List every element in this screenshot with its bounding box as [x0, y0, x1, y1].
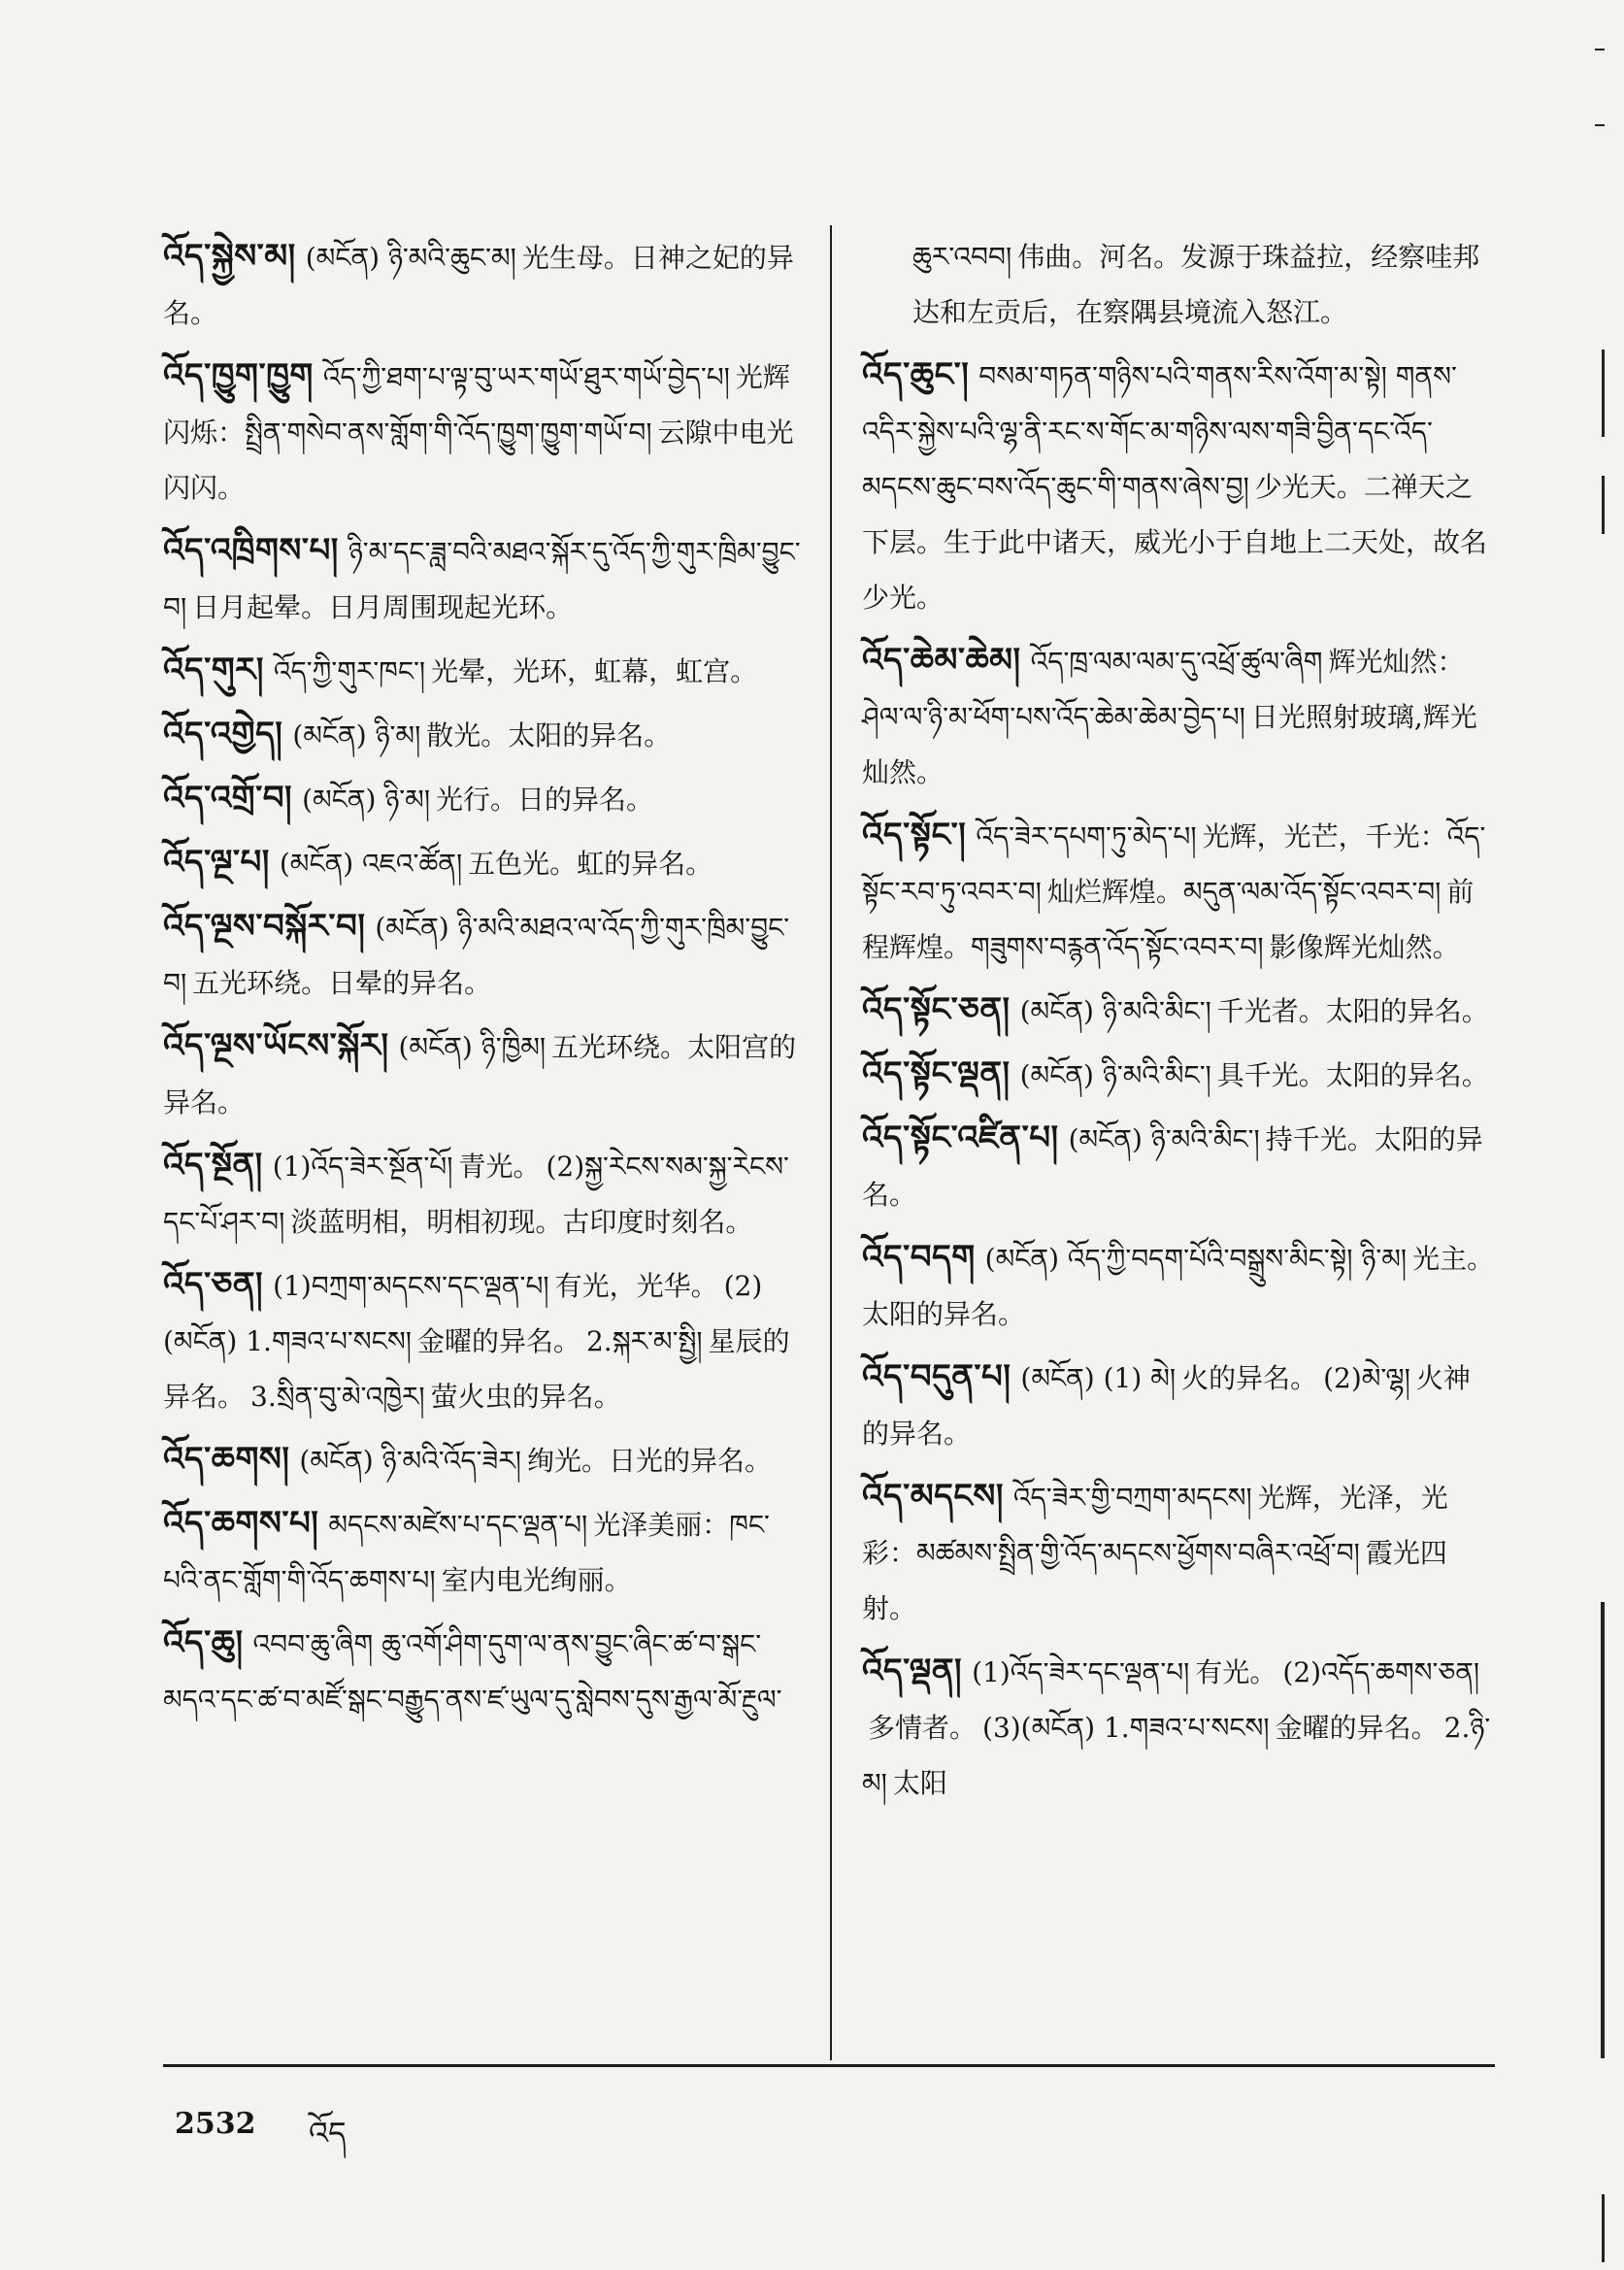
entry-definition: (མངོན) འོད་ཀྱི་བདག་པོའི་བསྒྲུས་མིང་སྟེ། ཉི་མ། [984, 1243, 1408, 1275]
scan-edge-marks [1574, 0, 1612, 2270]
entry-definition: ཉི་མ་དང་ཟླ་བའི་མཐའ་སྐོར་དུ་འོད་ཀྱི་གུར་ཁྲིམ་བྱུང་བ། [163, 536, 801, 623]
dictionary-entry [163, 523, 810, 635]
entry-definition: ཆུར་འབབ། [912, 241, 1012, 273]
entry-definition: 五光环绕。日晕的异名。 [192, 967, 492, 999]
entry-definition: (མངོན) ཉི་མའི་མིང་། [1019, 995, 1211, 1027]
entry-definition: 火的异名。 [1181, 1362, 1318, 1394]
entry-headword: འོད་བདུན་པ། [862, 1357, 1011, 1396]
dictionary-entry [163, 1257, 810, 1424]
entry-definition: (2)སྐྱ་རེངས་སམ་སྐྱ་རེངས་དང་པོ་ཤར་བ། [163, 1151, 789, 1238]
dictionary-entry [163, 643, 810, 699]
entry-headword: འོད་ཆུ། [163, 1623, 244, 1662]
entry-definition: 光行。日的异名。 [436, 784, 654, 816]
entry-headword: འོད་བདག [862, 1238, 976, 1277]
entry-definition: 光辉闪烁：སྤྲིན་གསེབ་ནས་གློག་གི་འོད་ཁྱུག་ཁྱུག་གཡོ་བ། [163, 361, 790, 449]
entry-definition: 光泽美丽：ཁང་པའི་ནང་གློག་གི་འོད་ཆགས་པ། [163, 1509, 770, 1596]
entry-definition: 持千光。太阳的异名。 [862, 1123, 1483, 1211]
entry-definition: 前程辉煌。གཟུགས་བརྙན་འོད་སྟོང་འབར་བ། [862, 876, 1475, 963]
entry-definition: 灿烂辉煌。མདུན་ལམ་འོད་སྟོང་འབར་བ། [1046, 876, 1442, 908]
page-number: 2532 [175, 2107, 256, 2141]
right-column [862, 229, 1495, 1819]
entry-definition: 萤火虫的异名。 [430, 1381, 621, 1413]
entry-definition: 绚光。日光的异名。 [527, 1445, 773, 1477]
entry-headword: འོད་སྐྱེས་མ། [163, 237, 296, 276]
entry-definition: 星辰的异名。 [163, 1325, 790, 1413]
dictionary-entry [862, 1047, 1495, 1103]
entry-definition: 室内电光绚丽。 [441, 1564, 632, 1596]
entry-headword: འོད་ལྔ་པ། [163, 843, 270, 882]
entry-headword: འོད་སྟོང་ཅན། [862, 990, 1011, 1029]
entry-definition: འོད་ཀྱི་གུར་ཁང་། [273, 655, 426, 687]
dictionary-entry [862, 348, 1495, 625]
dictionary-entry [163, 835, 810, 891]
entry-definition: (མངོན) ཉི་མའི་མིང་། [1068, 1123, 1260, 1155]
dictionary-entry [163, 1018, 810, 1130]
entry-definition: 伟曲。河名。发源于珠益拉，经察哇邦达和左贡后，在察隅县境流入怒江。 [912, 241, 1480, 328]
dictionary-entry [163, 707, 810, 763]
entry-definition: (1)འོད་ཟེར་དང་ལྡན་པ། [972, 1656, 1190, 1688]
dictionary-entry [163, 349, 810, 516]
entry-definition: (2)(མངོན) 1.གཟའ་པ་སངས། [163, 1270, 763, 1357]
dictionary-entry [862, 1111, 1495, 1222]
entry-definition: འོད་ཟེར་གྱི་བཀྲག་མདངས། [1012, 1482, 1252, 1514]
dictionary-entry [862, 808, 1495, 975]
entry-definition: 青光。 [458, 1151, 541, 1183]
entry-definition: 金曜的异名。 [1275, 1712, 1439, 1744]
entry-headword: འོད་ཆགས། [163, 1440, 290, 1479]
entry-definition: 霞光四射。 [862, 1537, 1447, 1624]
dictionary-entry [862, 633, 1495, 800]
entry-headword: འོད་ཆགས་པ། [163, 1504, 319, 1543]
dictionary-entry [163, 1138, 810, 1250]
running-head: འོད [309, 2115, 347, 2152]
dictionary-entry [163, 899, 810, 1011]
entry-definition: འོད་ཁྲ་ལམ་ལམ་དུ་འཕྲོ་ཚུལ་ཞིག [1030, 646, 1323, 678]
entry-headword: འོད་སྟོང་འཛིན་པ། [862, 1118, 1059, 1157]
entry-definition: 光辉，光芒，千光：འོད་སྟོང་རབ་ཏུ་འབར་བ། [862, 820, 1486, 908]
entry-definition: མདངས་མཛེས་པ་དང་ལྡན་པ། [328, 1509, 588, 1541]
entry-definition: 散光。太阳的异名。 [426, 719, 672, 751]
entry-definition: (1)འོད་ཟེར་སྔོན་པོ། [272, 1151, 453, 1183]
entry-definition: འོད་ཟེར་དཔག་ཏུ་མེད་པ། [976, 820, 1197, 852]
entry-definition: 2.སྐར་མ་སྤྱི། [585, 1325, 703, 1357]
entry-definition: 有光。 [1195, 1656, 1277, 1688]
entry-headword: འོད་ཆེམ་ཆེམ། [862, 641, 1021, 680]
entry-definition: (མངོན) ཉི་མ། [302, 784, 431, 816]
entry-definition: (མངོན) ཉི་ཁྱིམ། [398, 1031, 547, 1063]
entry-headword: འོད་འགྱེད། [163, 715, 283, 753]
entry-definition: (2)མེ་ལྷ། [1323, 1362, 1410, 1394]
entry-headword: འོད་འགྲོ་བ། [163, 779, 293, 818]
entry-headword: འོད་སྔོན། [163, 1146, 263, 1185]
entry-definition: 光生母。日神之妃的异名。 [163, 242, 794, 329]
entry-definition: (མངོན) ཉི་མའི་མཐའ་ལ་འོད་ཀྱི་གུར་ཁྲིམ་བྱུང་བ། [163, 912, 790, 999]
column-divider [830, 225, 832, 2060]
entry-definition: (1)བཀྲག་མདངས་དང་ལྡན་པ། [273, 1270, 549, 1302]
entry-definition: 太阳 [892, 1767, 947, 1799]
entry-definition: 3.སྲིན་བུ་མེ་འཁྱེར། [250, 1381, 425, 1413]
entry-headword: འོད་མདངས། [862, 1477, 1004, 1516]
entry-definition: (མངོན) ཉི་མ། [292, 719, 421, 751]
dictionary-entry [163, 1432, 810, 1488]
dictionary-entry [163, 1496, 810, 1608]
entry-definition: 影像辉光灿然。 [1269, 931, 1460, 963]
entry-definition: 光晕，光环，虹幕，虹宫。 [431, 655, 758, 687]
entry-definition: 淡蓝明相，明相初现。古印度时刻名。 [290, 1206, 753, 1238]
entry-headword: འོད་གུར། [163, 651, 264, 689]
entry-headword: འོད་ལྔས་ཡོངས་སྐོར། [163, 1026, 389, 1065]
entry-headword: འོད་ཅན། [163, 1265, 264, 1304]
dictionary-entry [862, 1230, 1495, 1342]
entry-headword: འོད་སྟོང་། [862, 816, 967, 854]
dictionary-entry [163, 229, 810, 341]
entry-definition: 云隙中电光闪闪。 [163, 417, 794, 504]
entry-definition: (མངོན) ཉི་མའི་འོད་ཟེར། [299, 1445, 521, 1477]
entry-definition: 金曜的异名。 [416, 1325, 580, 1357]
dictionary-entry [163, 771, 810, 827]
entry-definition: 光主。太阳的异名。 [862, 1243, 1495, 1330]
entry-definition: 光辉，光泽，光彩：མཚམས་སྤྲིན་གྱི་འོད་མདངས་ཕྱོགས་བཞིར་འཕྲོ་བ། [862, 1482, 1448, 1569]
dictionary-entry [862, 1350, 1495, 1461]
entry-definition: 有光，光华。 [554, 1270, 718, 1302]
dictionary-entry [163, 1616, 810, 1727]
entry-definition: འབབ་ཆུ་ཞིག ཆུ་འགོ་ཤིག་དུག་ལ་ནས་བྱུང་ཞིང་ཚ་བ་སྒང་མདའ་དང་ཚ་བ་མཛོ་སྒང་བརྒྱུད་ནས་ཛ་ཡུལ་དུ་སླེབས་དུས་རྒྱལ་མོ་རྔུལ་ [163, 1628, 782, 1716]
entry-headword: འོད་ལྔས་བསྐོར་བ། [163, 907, 366, 946]
entry-definition: (མངོན) ཉི་མའི་མིང་། [1019, 1059, 1211, 1091]
entry-definition: (2)འདོད་ཆགས་ཅན། [1282, 1656, 1480, 1688]
entry-headword: འོད་ཁྱུག་ཁྱུག [163, 356, 314, 395]
entry-definition: བསམ་གཏན་གཉིས་པའི་གནས་རིས་འོག་མ་སྟེ། གནས་འདིར་སྐྱེས་པའི་ལྷ་ནི་རང་ས་གོང་མ་གཉིས་ལས་གཟི་བྱིན་དང་འོད་མདངས་ཆུང་བས་འོད་ཆུང་གི་གནས་ཞེས་བྱ། [862, 360, 1457, 503]
entry-definition: (3)(མངོན) 1.གཟའ་པ་སངས། [982, 1712, 1270, 1744]
left-column [163, 229, 810, 1735]
entry-headword: འོད་ལྡན། [862, 1652, 963, 1690]
dictionary-entry [862, 983, 1495, 1039]
entry-definition: (མངོན) འཇའ་ཚོན། [279, 848, 463, 880]
entry-definition: 日月起晕。日月周围现起光环。 [192, 591, 574, 623]
entry-definition: 日光照射玻璃,辉光灿然。 [862, 701, 1477, 788]
entry-definition: 2.ཉི་མ། [862, 1712, 1491, 1799]
entry-definition: འོད་ཀྱི་ཐག་པ་ལྟ་བུ་ཡར་གཡོ་ཐུར་གཡོ་བྱེད་པ། [322, 361, 730, 393]
entry-definition: 辉光灿然：ཤེལ་ལ་ཉི་མ་ཕོག་པས་འོད་ཆེམ་ཆེམ་བྱེད་པ། [862, 646, 1465, 733]
entry-definition: 五色光。虹的异名。 [468, 848, 713, 880]
entry-definition: 五光环绕。太阳宫的异名。 [163, 1031, 797, 1118]
dictionary-entry [862, 1644, 1495, 1811]
entry-definition: 千光者。太阳的异名。 [1216, 995, 1489, 1027]
entry-definition: 火神的异名。 [862, 1362, 1471, 1450]
dictionary-entry [862, 229, 1495, 340]
entry-definition: (མངོན) (1) མེ། [1020, 1362, 1177, 1394]
entry-definition: 多情者。 [868, 1712, 978, 1744]
entry-definition: 具千光。太阳的异名。 [1216, 1059, 1489, 1091]
entry-headword: འོད་འཁྲིགས་པ། [163, 531, 339, 570]
dictionary-entry [862, 1469, 1495, 1636]
footer-rule [163, 2064, 1495, 2067]
entry-definition: (མངོན) ཉི་མའི་ཆུང་མ། [305, 242, 516, 274]
entry-headword: འོད་ཆུང་། [862, 355, 970, 394]
entry-headword: འོད་སྟོང་ལྡན། [862, 1054, 1011, 1093]
entry-definition: 少光天。二禅天之下层。生于此中诸天，威光小于自地上二天处，故名少光。 [862, 471, 1488, 614]
